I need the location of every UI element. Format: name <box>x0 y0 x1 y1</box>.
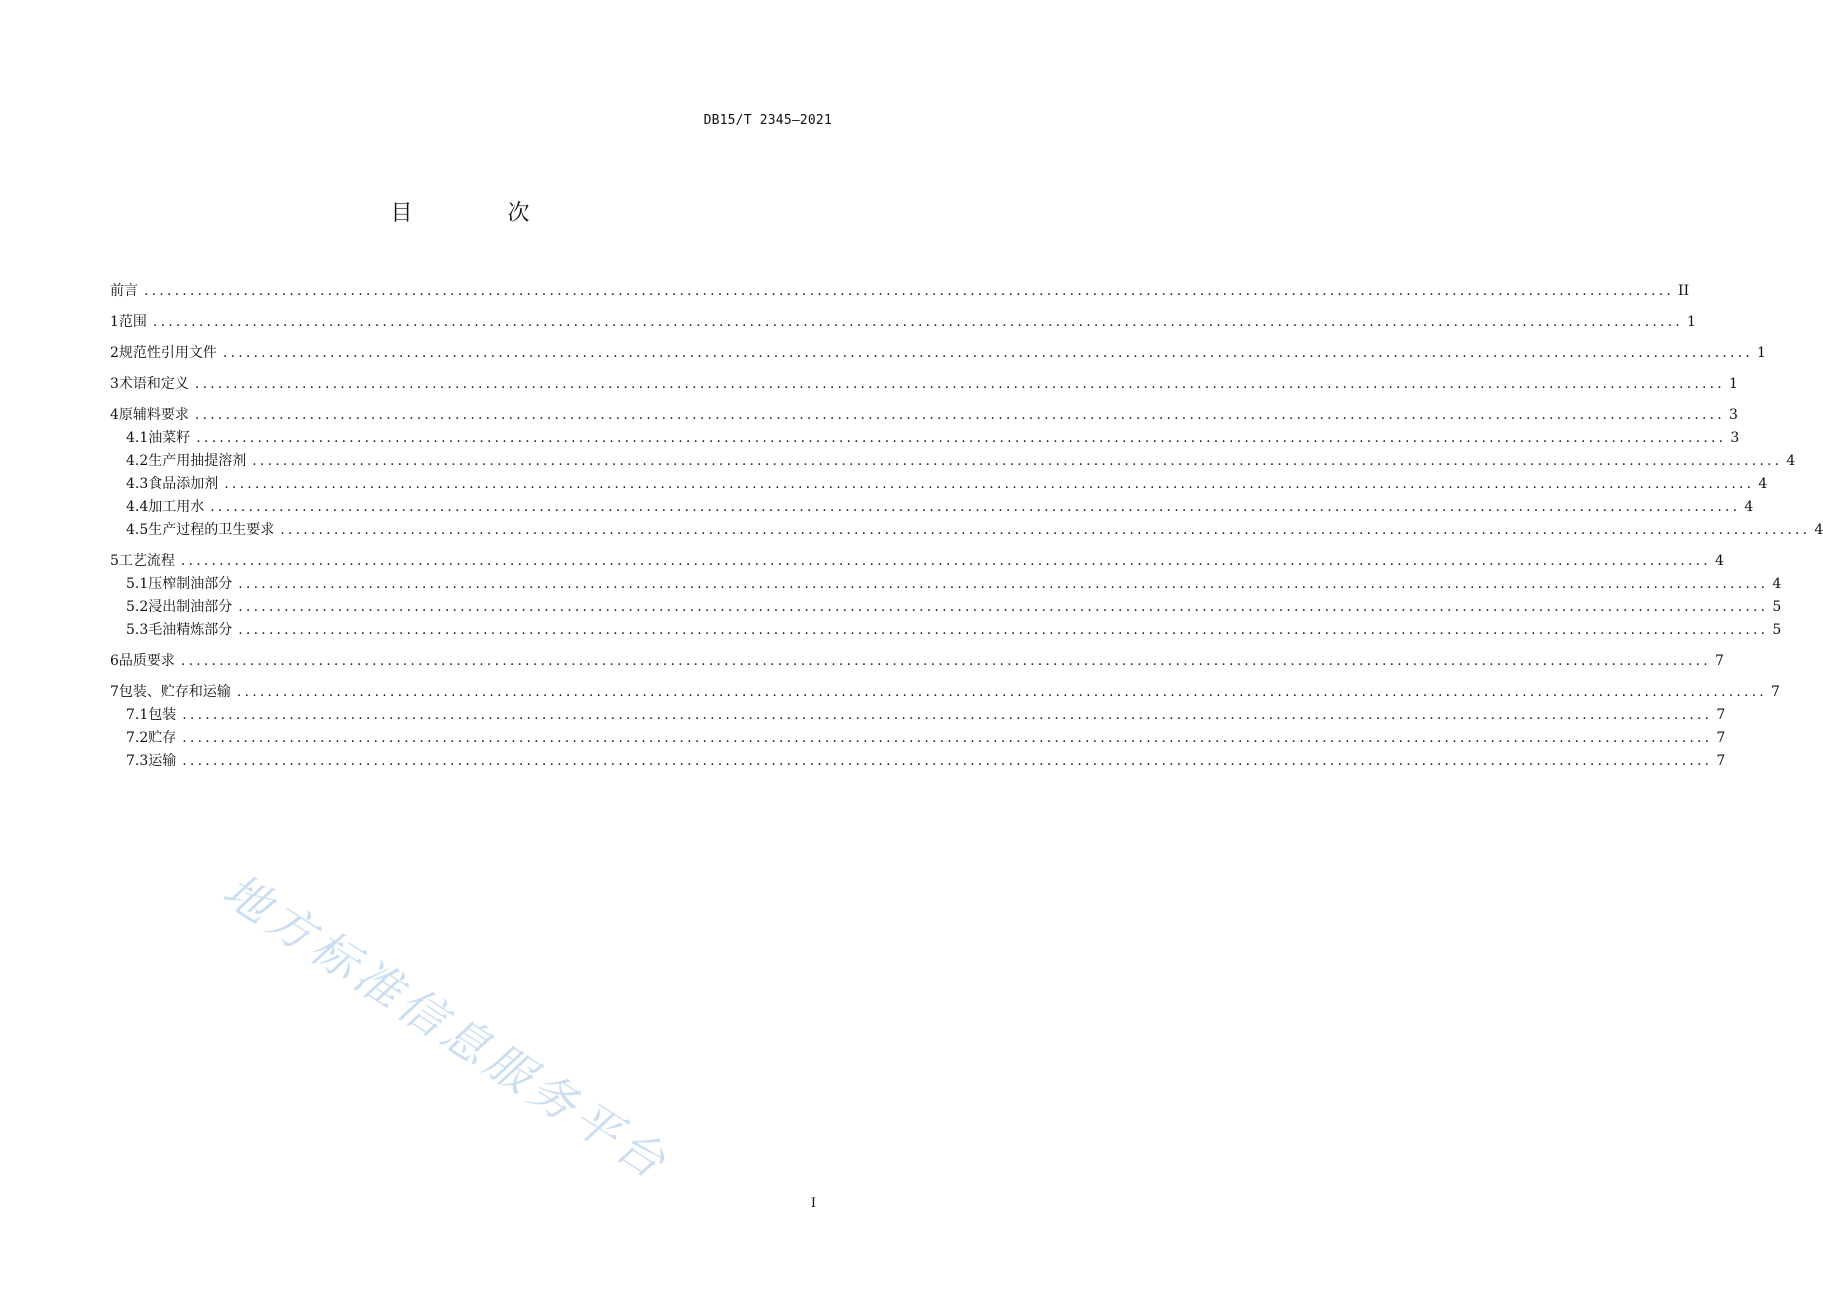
toc-entry-label: 贮存 <box>148 730 177 746</box>
toc-entry-page: 4 <box>1714 553 1724 569</box>
toc-entry-number: 5 <box>110 553 119 569</box>
toc-entry-label: 食品添加剂 <box>148 476 219 492</box>
dot-leader: ........................................................................................................................................................................................................ <box>194 407 1725 423</box>
page-title: 目 次 <box>390 201 574 226</box>
dot-leader: ........................................................................................................................................................................................................ <box>210 499 1741 515</box>
toc-entry-page: 3 <box>1730 430 1740 446</box>
toc-entry-number: 5.2 <box>126 599 149 615</box>
toc-entry-label: 运输 <box>148 753 177 769</box>
toc-entry-label: 工艺流程 <box>118 553 175 569</box>
toc-entry[interactable] <box>110 342 1766 365</box>
toc-entry[interactable] <box>110 550 1724 573</box>
toc-entry-label: 规范性引用文件 <box>118 345 217 361</box>
toc-entry-label: 前言 <box>110 283 138 299</box>
dot-leader: ........................................................................................................................................................................................................ <box>236 684 1767 700</box>
toc-entry[interactable] <box>110 473 1768 496</box>
dot-leader: ........................................................................................................................................................................................................ <box>180 653 1711 669</box>
toc-entry-label: 品质要求 <box>118 653 175 669</box>
toc-entry-page: 7 <box>1714 653 1724 669</box>
toc-entry[interactable] <box>110 427 1740 450</box>
dot-leader: ........................................................................................................................................................................................................ <box>194 376 1725 392</box>
toc-entry-page: 4 <box>1772 576 1782 592</box>
dot-leader: ........................................................................................................................................................................................................ <box>182 730 1713 746</box>
toc-entry-page: 5 <box>1772 622 1782 638</box>
toc-entry[interactable] <box>110 519 1823 542</box>
toc-entry-number: 4.3 <box>126 476 149 492</box>
toc-entry-page: 7 <box>1770 684 1780 700</box>
page-number: I <box>810 1196 816 1211</box>
dot-leader: ........................................................................................................................................................................................................ <box>252 453 1783 469</box>
toc-entry[interactable] <box>110 704 1726 727</box>
toc-entry[interactable] <box>110 650 1724 673</box>
toc-entry-label: 包装、贮存和运输 <box>118 684 231 700</box>
dot-leader: ........................................................................................................................................................................................................ <box>152 314 1683 330</box>
toc-entry-page: 4 <box>1744 499 1754 515</box>
toc-entry[interactable] <box>110 404 1738 427</box>
toc-entry-page: 7 <box>1716 753 1726 769</box>
toc-entry-number: 1 <box>110 314 119 330</box>
toc-entry[interactable] <box>110 619 1782 642</box>
toc-entry-number: 5.3 <box>126 622 149 638</box>
toc-entry-number: 7.1 <box>126 707 149 723</box>
toc-entry[interactable] <box>110 311 1696 334</box>
dot-leader: ........................................................................................................................................................................................................ <box>180 553 1711 569</box>
toc-entry-number: 7 <box>110 684 119 700</box>
toc-entry-label: 包装 <box>148 707 177 723</box>
toc-entry-label: 加工用水 <box>148 499 205 515</box>
toc-entry[interactable] <box>110 573 1782 596</box>
toc-entry-page: 5 <box>1772 599 1782 615</box>
toc-entry-label: 范围 <box>118 314 147 330</box>
toc-entry-page: 1 <box>1756 345 1766 361</box>
toc-entry-label: 压榨制油部分 <box>148 576 233 592</box>
table-of-contents <box>110 280 1823 773</box>
toc-entry-page: 1 <box>1686 314 1696 330</box>
toc-entry-number: 3 <box>110 376 119 392</box>
toc-entry[interactable] <box>110 596 1782 619</box>
dot-leader: ........................................................................................................................................................................................................ <box>196 430 1727 446</box>
toc-entry-number: 4.5 <box>126 522 149 538</box>
toc-entry-number: 4.2 <box>126 453 149 469</box>
dot-leader: ........................................................................................................................................................................................................ <box>182 753 1713 769</box>
dot-leader: ........................................................................................................................................................................................................ <box>238 576 1769 592</box>
toc-entry-number: 4.4 <box>126 499 149 515</box>
dot-leader: ........................................................................................................................................................................................................ <box>280 522 1811 538</box>
toc-entry-number: 2 <box>110 345 119 361</box>
toc-entry-number: 5.1 <box>126 576 149 592</box>
toc-entry-page: 1 <box>1728 376 1738 392</box>
dot-leader: ........................................................................................................................................................................................................ <box>182 707 1713 723</box>
toc-entry-page: 7 <box>1716 707 1726 723</box>
toc-entry[interactable] <box>110 681 1780 704</box>
dot-leader: ........................................................................................................................................................................................................ <box>238 622 1769 638</box>
toc-entry-label: 原辅料要求 <box>118 407 189 423</box>
dot-leader: ........................................................................................................................................................................................................ <box>222 345 1753 361</box>
toc-entry-page: 4 <box>1786 453 1796 469</box>
dot-leader: ........................................................................................................................................................................................................ <box>238 599 1769 615</box>
toc-entry-label: 生产过程的卫生要求 <box>148 522 275 538</box>
toc-entry-label: 生产用抽提溶剂 <box>148 453 247 469</box>
dot-leader: ........................................................................................................................................................................................................ <box>144 283 1675 299</box>
toc-entry-number: 7.2 <box>126 730 149 746</box>
watermark: 地方标准信息服务平台 <box>213 862 680 1192</box>
dot-leader: ........................................................................................................................................................................................................ <box>224 476 1755 492</box>
toc-entry-page: II <box>1678 283 1690 299</box>
toc-entry[interactable] <box>110 727 1726 750</box>
document-code: DB15/T 2345—2021 <box>703 113 832 128</box>
toc-entry-number: 6 <box>110 653 119 669</box>
toc-entry[interactable] <box>110 496 1754 519</box>
toc-entry-label: 毛油精炼部分 <box>148 622 233 638</box>
toc-entry-label: 术语和定义 <box>118 376 189 392</box>
toc-entry-label: 油菜籽 <box>148 430 191 446</box>
toc-entry[interactable] <box>110 280 1690 303</box>
toc-entry-page: 4 <box>1814 522 1823 538</box>
toc-entry[interactable] <box>110 750 1726 773</box>
toc-entry-page: 4 <box>1758 476 1768 492</box>
toc-entry-number: 7.3 <box>126 753 149 769</box>
toc-entry-number: 4 <box>110 407 119 423</box>
toc-entry-page: 7 <box>1716 730 1726 746</box>
toc-entry[interactable] <box>110 373 1738 396</box>
toc-entry[interactable] <box>110 450 1796 473</box>
toc-entry-label: 浸出制油部分 <box>148 599 233 615</box>
toc-entry-number: 4.1 <box>126 430 149 446</box>
toc-entry-page: 3 <box>1728 407 1738 423</box>
